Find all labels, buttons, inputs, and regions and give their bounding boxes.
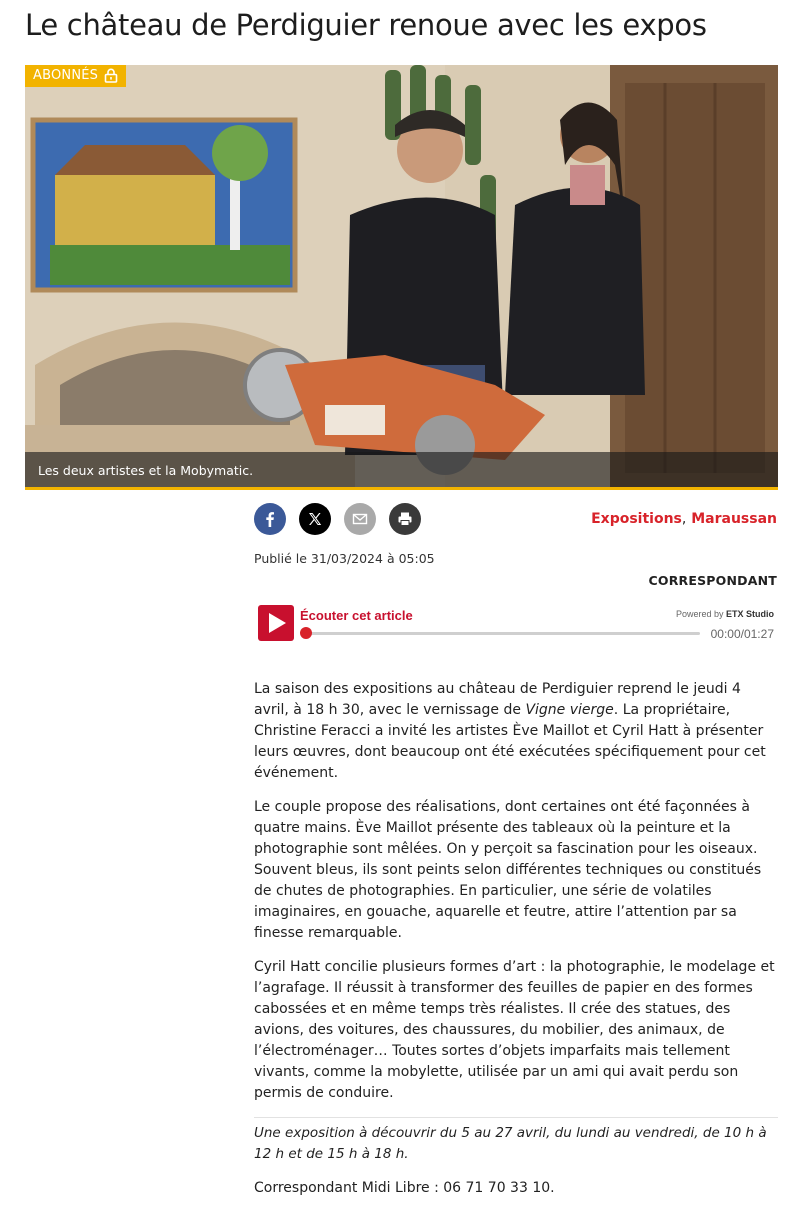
progress-track[interactable] — [306, 632, 700, 635]
powered-brand: ETX Studio — [726, 609, 774, 619]
tag-separator: , — [681, 511, 687, 527]
paragraph-1-start: La saison des expositions au château de Perdiguier reprend le jeudi 4 avril, à 18 h 30, avec le vernissage de — [254, 681, 741, 718]
article-photo[interactable] — [25, 65, 778, 490]
facebook-icon — [261, 510, 279, 528]
badge-label: ABONNÉS — [33, 68, 99, 83]
article-tags — [591, 511, 777, 527]
share-bar — [254, 503, 421, 535]
print-button[interactable] — [389, 503, 421, 535]
share-facebook-button[interactable] — [254, 503, 286, 535]
author-label: CORRESPONDANT — [648, 573, 777, 588]
playback-time: 00:00/01:27 — [710, 627, 774, 641]
photo-illustration — [25, 65, 778, 487]
published-date: Publié le 31/03/2024 à 05:05 — [254, 551, 435, 566]
paragraph-1-end: . La propriétaire, Christine Feracci a invité les artistes Ève Maillot et Cyril Hatt à présenter leurs œuvres, dont beaucoup ont été exécutées spécifiquement pour cet événement. — [254, 702, 766, 781]
print-icon — [396, 510, 414, 528]
powered-by — [676, 609, 774, 619]
exhibition-note: Une exposition à découvrir du 5 au 27 avril, du lundi au vendredi, de 10 h à 12 h et de 15 h à 18 h. — [254, 1117, 778, 1165]
share-x-button[interactable] — [299, 503, 331, 535]
play-icon — [268, 613, 286, 633]
listen-label[interactable]: Écouter cet article — [300, 608, 413, 623]
photo-caption: Les deux artistes et la Mobymatic. — [25, 452, 778, 487]
paragraph-2: Le couple propose des réalisations, dont certaines ont été façonnées à quatre mains. Ève Maillot présente des tableaux où la peinture et la photographie sont mêlées. On y perçoit sa fascination pour les oiseaux. Souvent bleus, ils sont peints selon différentes techniques ou constitués de chutes de photographies. En particulier, une série de volatiles imaginaires, en gouache, aquarelle et feutre, attire l’attention par sa finesse remarquable. — [254, 799, 762, 941]
powered-prefix: Powered by — [675, 609, 724, 619]
progress-knob[interactable] — [300, 627, 312, 639]
contact-line: Correspondant Midi Libre : 06 71 70 33 10. — [254, 1180, 555, 1196]
play-button[interactable] — [258, 605, 294, 641]
tag-link-maraussan[interactable]: Maraussan — [691, 511, 777, 527]
audio-player — [258, 605, 774, 645]
paragraph-3: Cyril Hatt concilie plusieurs formes d’art : la photographie, le modelage et l’agrafage. Il réussit à transformer des feuilles de papier en des formes cabossées et en même temps très réalistes. Il crée des statues, des avions, des voitures, des chaussures, du mobilier, des animaux, de l’électroménager… Toutes sortes d’objets imparfaits mais tellement vivants, comme la mobylette, utilisée par un ami qui avait perdu son permis de conduire. — [254, 959, 775, 1101]
exhibition-name: Vigne vierge — [525, 702, 614, 718]
paragraph-1 — [254, 679, 778, 784]
article-body — [254, 679, 778, 1212]
tag-link-expositions[interactable]: Expositions — [591, 511, 682, 527]
subscriber-badge — [25, 65, 126, 87]
lock-icon — [104, 68, 118, 83]
email-icon — [351, 510, 369, 528]
x-icon — [306, 510, 324, 528]
article-title: Le château de Perdiguier renoue avec les expos — [25, 8, 707, 42]
share-email-button[interactable] — [344, 503, 376, 535]
